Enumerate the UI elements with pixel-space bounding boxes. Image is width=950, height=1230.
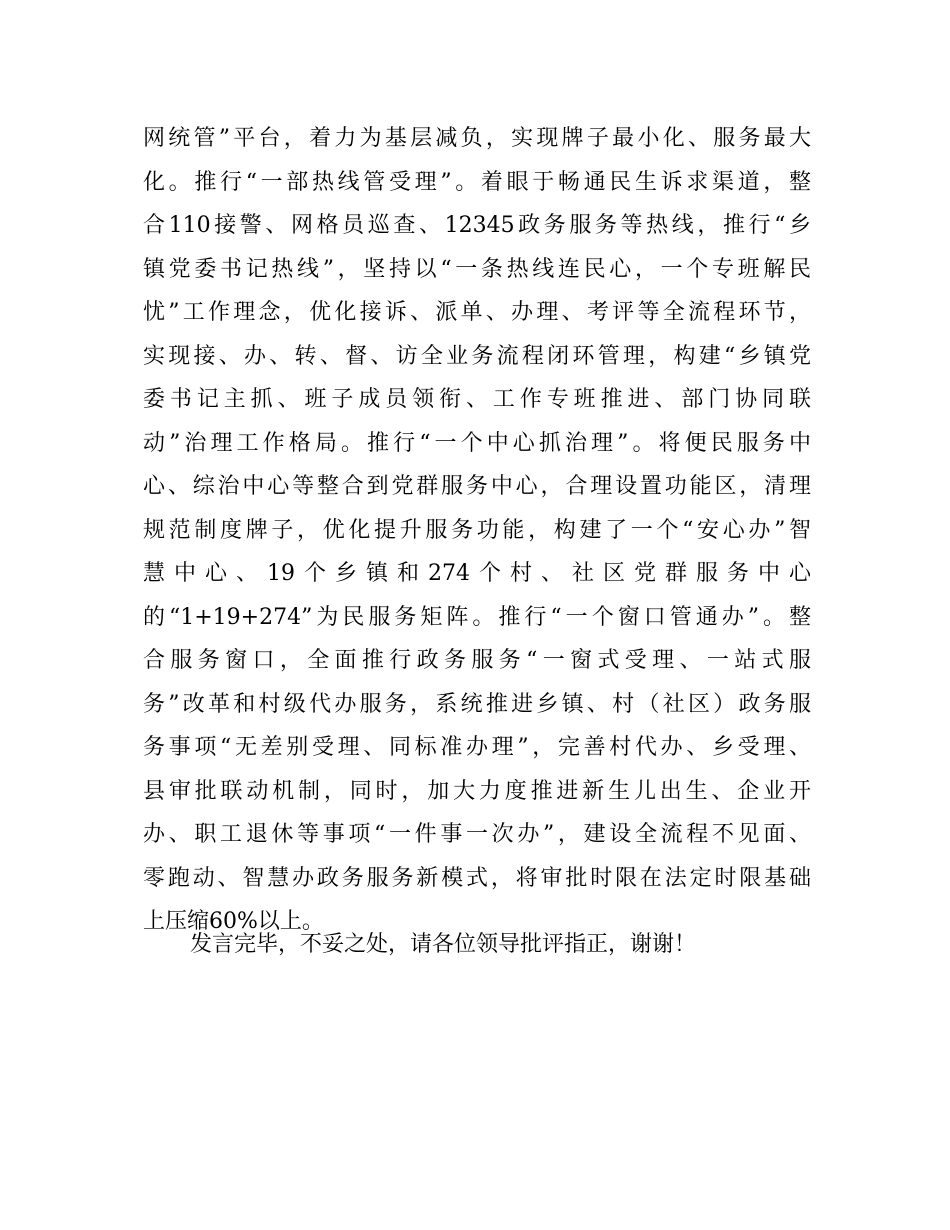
paragraph-line: 网统管”平台，着力为基层减负，实现牌子最小化、服务最大 (143, 126, 811, 151)
paragraph-line: 化。推行“一部热线管受理”。着眼于畅通民生诉求渠道，整 (143, 169, 811, 195)
paragraph-line: 合110接警、网格员巡查、12345政务服务等热线，推行“乡 (143, 213, 811, 238)
paragraph-line: 委书记主抓、班子成员领衔、工作专班推进、部门协同联 (143, 387, 811, 412)
paragraph-line: 忧”工作理念，优化接诉、派单、办理、考评等全流程环节， (143, 300, 811, 325)
paragraph-line: 办、职工退休等事项“一件事一次办”，建设全流程不见面、 (143, 822, 811, 847)
body-paragraph (143, 117, 811, 944)
paragraph-line: 动”治理工作格局。推行“一个中心抓治理”。将便民服务中 (143, 430, 811, 456)
paragraph-line: 规范制度牌子，优化提升服务功能，构建了一个“安心办”智 (143, 517, 811, 543)
paragraph-line: 合服务窗口，全面推行政务服务“一窗式受理、一站式服 (143, 648, 811, 673)
paragraph-line: 的“1+19+274”为民服务矩阵。推行“一个窗口管通办”。整 (143, 604, 811, 630)
paragraph-line: 实现接、办、转、督、访全业务流程闭环管理，构建“乡镇党 (143, 343, 811, 369)
closing-remark: 发言完毕，不妥之处，请各位领导批评指正，谢谢！ (190, 932, 697, 957)
paragraph-line: 镇党委书记热线”，坚持以“一条热线连民心，一个专班解民 (143, 256, 811, 282)
paragraph-line: 务”改革和村级代办服务，系统推进乡镇、村（社区）政务服 (143, 691, 811, 717)
paragraph-line: 上压缩60%以上。 (143, 909, 324, 934)
paragraph-line: 零跑动、智慧办政务服务新模式，将审批时限在法定时限基础 (143, 865, 811, 891)
paragraph-line: 县审批联动机制，同时，加大力度推进新生儿出生、企业开 (143, 778, 811, 804)
paragraph-line: 心、综治中心等整合到党群服务中心，合理设置功能区，清理 (143, 474, 811, 499)
paragraph-line: 慧中心、19个乡镇和274个村、社区党群服务中心 (143, 561, 811, 586)
paragraph-line: 务事项“无差别受理、同标准办理”，完善村代办、乡受理、 (143, 735, 811, 760)
